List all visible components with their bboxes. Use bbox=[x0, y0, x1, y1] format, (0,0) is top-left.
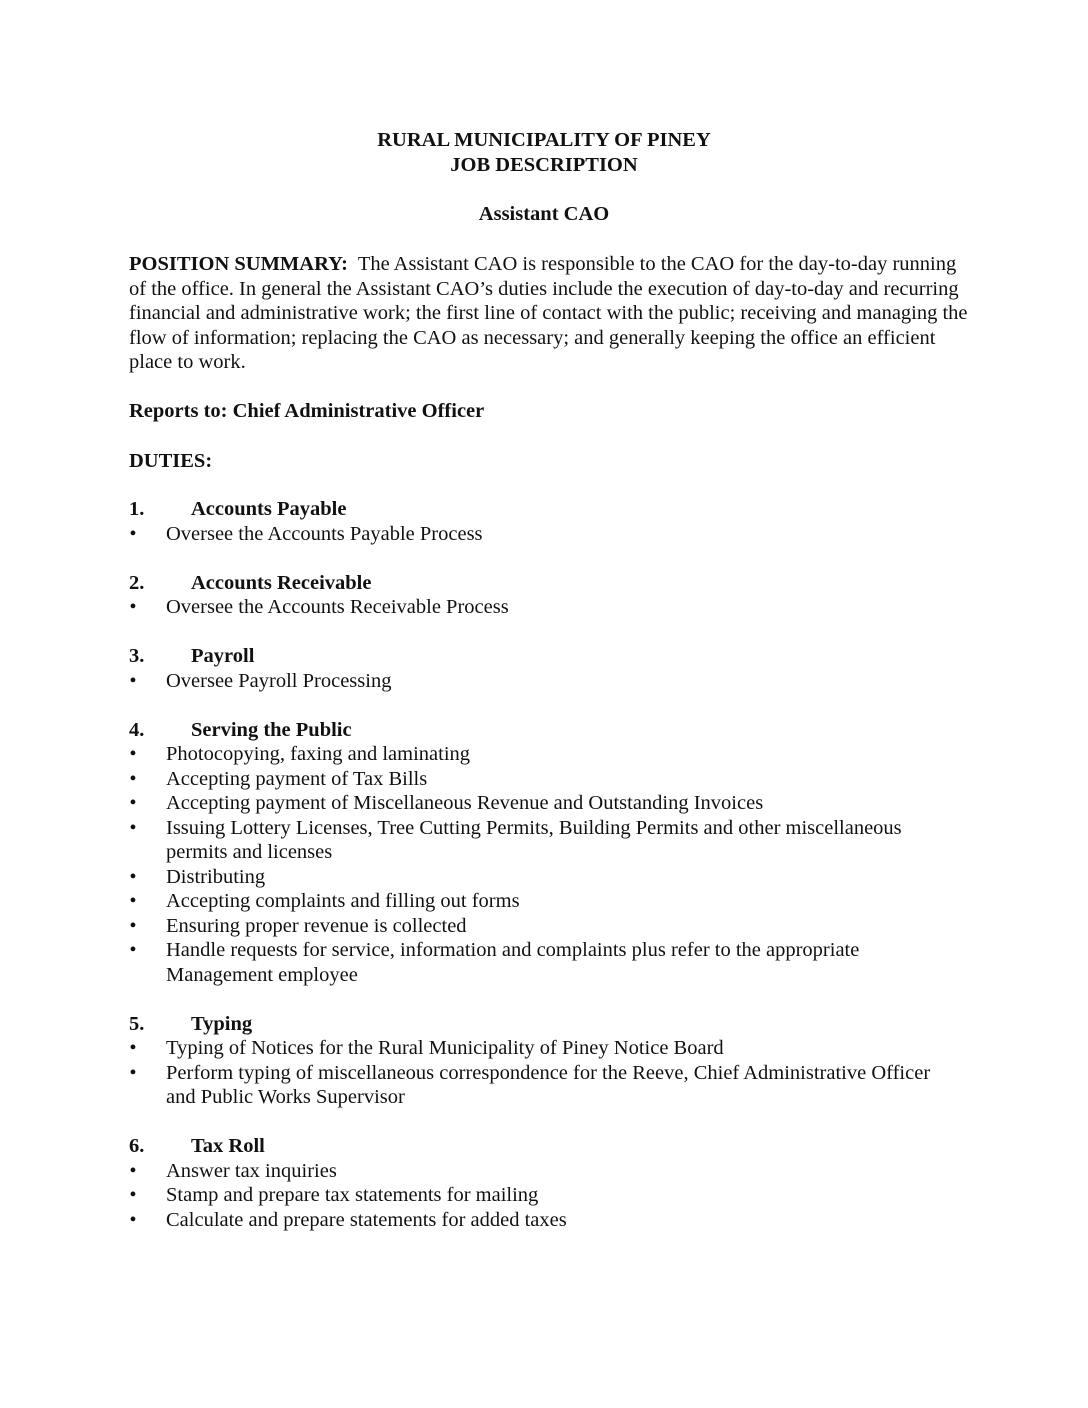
bullet-icon: • bbox=[129, 743, 137, 765]
duty-items bbox=[129, 1159, 949, 1233]
duty-item-text: Stamp and prepare tax statements for mailing bbox=[166, 1184, 539, 1206]
duty-section bbox=[129, 571, 949, 620]
duty-item bbox=[129, 816, 949, 865]
reports-to: Reports to: Chief Administrative Officer bbox=[129, 400, 485, 422]
duty-section-title bbox=[129, 1012, 949, 1037]
duty-item-text: Photocopying, faxing and laminating bbox=[166, 743, 471, 765]
position-summary bbox=[129, 252, 969, 375]
duty-section-name: Serving the Public bbox=[191, 718, 352, 741]
duty-section-number: 1. bbox=[129, 498, 145, 520]
duty-section bbox=[129, 718, 949, 988]
duty-section bbox=[129, 644, 949, 693]
duty-item-text: Distributing bbox=[166, 865, 266, 888]
duty-item bbox=[129, 938, 949, 987]
duty-section-number: 2. bbox=[129, 571, 145, 594]
duty-section-name: Accounts Payable bbox=[191, 498, 347, 520]
bullet-icon: • bbox=[129, 865, 137, 888]
bullet-icon: • bbox=[129, 1037, 137, 1059]
duty-items bbox=[129, 1036, 949, 1110]
duty-item bbox=[129, 865, 949, 890]
duty-item bbox=[129, 669, 949, 694]
duty-items bbox=[129, 669, 949, 694]
position-summary-label: POSITION SUMMARY: bbox=[129, 253, 348, 275]
document-header bbox=[0, 128, 1088, 177]
duty-section-name: Typing bbox=[191, 1012, 253, 1035]
duty-item-text: Issuing Lottery Licenses, Tree Cutting Permits, Building Permits and other miscellaneous permits and licenses bbox=[166, 816, 902, 863]
bullet-icon: • bbox=[129, 1184, 137, 1206]
duty-section-number: 3. bbox=[129, 645, 145, 667]
duty-section-number: 4. bbox=[129, 718, 145, 741]
duty-item bbox=[129, 914, 949, 939]
duty-section-number: 5. bbox=[129, 1012, 145, 1035]
duty-item bbox=[129, 767, 949, 792]
duty-item-text: Accepting complaints and filling out forms bbox=[166, 890, 520, 912]
duty-item-text: Oversee the Accounts Payable Process bbox=[166, 522, 483, 545]
duty-section-title bbox=[129, 718, 949, 743]
duty-item-text: Calculate and prepare statements for added taxes bbox=[166, 1208, 567, 1231]
duty-item bbox=[129, 1036, 949, 1061]
bullet-icon: • bbox=[129, 522, 137, 545]
duty-item-text: Typing of Notices for the Rural Municipality of Piney Notice Board bbox=[166, 1037, 724, 1059]
position-summary-text: The Assistant CAO is responsible to the CAO for the day-to-day running of the office. In general the Assistant CAO’s duties include the execution of day-to-day and recurring financial and administrative work; the first line of contact with the public; receiving and managing the flow of information; replacing the CAO as necessary; and generally keeping the office an efficient place to work. bbox=[129, 253, 968, 373]
bullet-icon: • bbox=[129, 914, 137, 937]
duty-section bbox=[129, 1012, 949, 1110]
duty-item bbox=[129, 742, 949, 767]
duty-item bbox=[129, 889, 949, 914]
bullet-icon: • bbox=[129, 1061, 137, 1084]
duty-section-number: 6. bbox=[129, 1135, 145, 1157]
duty-item bbox=[129, 1159, 949, 1184]
duty-item-text: Accepting payment of Tax Bills bbox=[166, 767, 428, 790]
bullet-icon: • bbox=[129, 767, 137, 790]
duty-item-text: Oversee Payroll Processing bbox=[166, 669, 392, 692]
duty-section-name: Accounts Receivable bbox=[191, 571, 372, 594]
duty-item-text: Perform typing of miscellaneous correspondence for the Reeve, Chief Administrative Officer and Public Works Supervisor bbox=[166, 1061, 931, 1108]
bullet-icon: • bbox=[129, 1208, 137, 1231]
duty-item bbox=[129, 1061, 949, 1110]
position-title: Assistant CAO bbox=[478, 203, 610, 225]
duty-section bbox=[129, 497, 949, 546]
bullet-icon: • bbox=[129, 816, 137, 839]
duty-section-title bbox=[129, 1134, 949, 1159]
duty-item-text: Handle requests for service, information and complaints plus refer to the appropriate Management employee bbox=[166, 939, 860, 986]
bullet-icon: • bbox=[129, 939, 137, 961]
bullet-icon: • bbox=[129, 1159, 137, 1182]
duties-list bbox=[129, 497, 949, 1257]
duty-item bbox=[129, 1183, 949, 1208]
duty-item bbox=[129, 791, 949, 816]
document-type-title: JOB DESCRIPTION bbox=[450, 153, 638, 176]
duties-heading: DUTIES: bbox=[129, 450, 213, 472]
duty-section-title bbox=[129, 571, 949, 596]
duty-items bbox=[129, 522, 949, 547]
bullet-icon: • bbox=[129, 792, 137, 814]
duty-section bbox=[129, 1134, 949, 1232]
duty-item bbox=[129, 1208, 949, 1233]
duty-item bbox=[129, 522, 949, 547]
duty-item-text: Answer tax inquiries bbox=[166, 1159, 337, 1182]
bullet-icon: • bbox=[129, 890, 137, 912]
municipality-title: RURAL MUNICIPALITY OF PINEY bbox=[377, 129, 711, 151]
duty-item bbox=[129, 595, 949, 620]
duty-section-name: Tax Roll bbox=[191, 1135, 265, 1157]
bullet-icon: • bbox=[129, 669, 137, 692]
duty-item-text: Accepting payment of Miscellaneous Revenue and Outstanding Invoices bbox=[166, 792, 764, 814]
duty-section-title bbox=[129, 644, 949, 669]
duty-section-name: Payroll bbox=[191, 645, 255, 667]
duty-section-title bbox=[129, 497, 949, 522]
duty-items bbox=[129, 742, 949, 987]
duty-item-text: Ensuring proper revenue is collected bbox=[166, 914, 467, 937]
duty-item-text: Oversee the Accounts Receivable Process bbox=[166, 596, 509, 618]
duty-items bbox=[129, 595, 949, 620]
bullet-icon: • bbox=[129, 596, 137, 618]
